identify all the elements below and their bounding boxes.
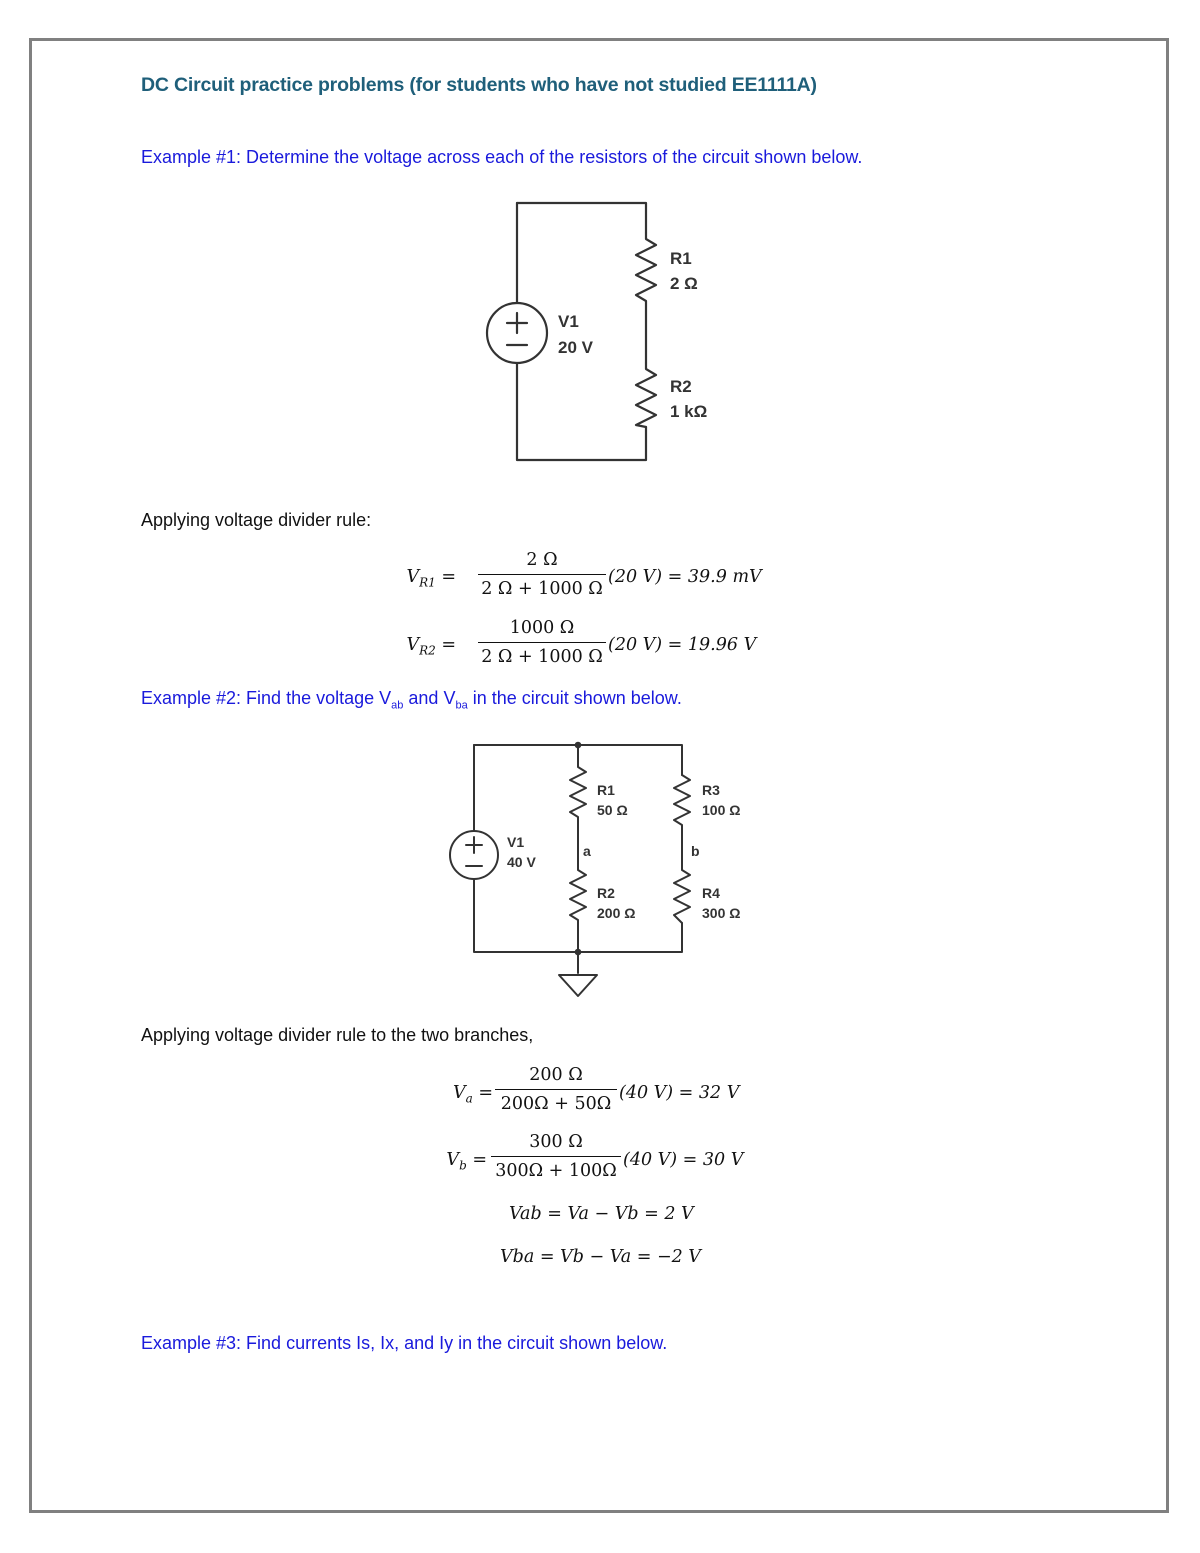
circuit-1-r2-value: 1 kΩ: [670, 402, 708, 421]
circuit-1-diagram: [470, 195, 750, 470]
example-2-heading: Example #2: Find the voltage $V_{ab}$ and $V_{ba}$ in the circuit shown below.: [141, 688, 682, 712]
equation-vr1: $V_{R1}$ = $\frac{2 \Omega}{2 \Omega + 1000 \Omega}$ (20 V) = 39.9 mV: [406, 550, 762, 599]
circuit-1-r1-value: 2 Ω: [670, 274, 698, 293]
circuit-2-r1-value: 50 Ω: [597, 802, 628, 818]
example-1-heading: Example #1: Determine the voltage across each of the resistors of the circuit shown below.: [141, 147, 863, 167]
equation-vr2: $V_{R2}$ = $\frac{1000 \Omega}{2 \Omega + 1000 \Omega}$ (20 V) = 19.96 V: [406, 618, 757, 667]
circuit-2-r4-name: R4: [702, 885, 720, 901]
circuit-2-r4-value: 300 Ω: [702, 905, 741, 921]
circuit-2-node-a: a: [583, 843, 591, 859]
example-1-method: Applying voltage divider rule:: [141, 510, 372, 530]
circuit-1-r2-name: R2: [670, 377, 692, 396]
circuit-1-v1-name: V1: [558, 312, 579, 331]
equation-vba: Vba = Vb − Va = −2 V: [500, 1247, 701, 1267]
example-2-method: Applying voltage divider rule to the two branches,: [141, 1025, 534, 1045]
circuit-2-r1-name: R1: [597, 782, 615, 798]
circuit-1-v1-value: 20 V: [558, 338, 593, 357]
circuit-2-r2-value: 200 Ω: [597, 905, 636, 921]
circuit-2-v1-name: V1: [507, 834, 525, 850]
equation-vab: Vab = Va − Vb = 2 V: [509, 1204, 694, 1224]
circuit-2-r3-name: R3: [702, 782, 720, 798]
circuit-2-r3-value: 100 Ω: [702, 802, 741, 818]
circuit-2-r2-name: R2: [597, 885, 615, 901]
circuit-2-v1-value: 40 V: [507, 854, 536, 870]
example-3-heading: Example #3: Find currents Is, Ix, and Iy in the circuit shown below.: [141, 1333, 668, 1353]
circuit-2-diagram: [440, 735, 770, 1000]
circuit-2-node-b: b: [691, 843, 700, 859]
equation-va: $V_a$ = $\frac{200 \Omega}{200\Omega + 50\Omega}$ (40 V) = 32 V: [452, 1065, 740, 1114]
circuit-1-r1-name: R1: [670, 249, 692, 268]
document-title: DC Circuit practice problems (for students who have not studied EE1111A): [141, 74, 817, 96]
equation-vb: $V_b$ = $\frac{300 \Omega}{300\Omega + 100\Omega}$ (40 V) = 30 V: [446, 1132, 744, 1181]
